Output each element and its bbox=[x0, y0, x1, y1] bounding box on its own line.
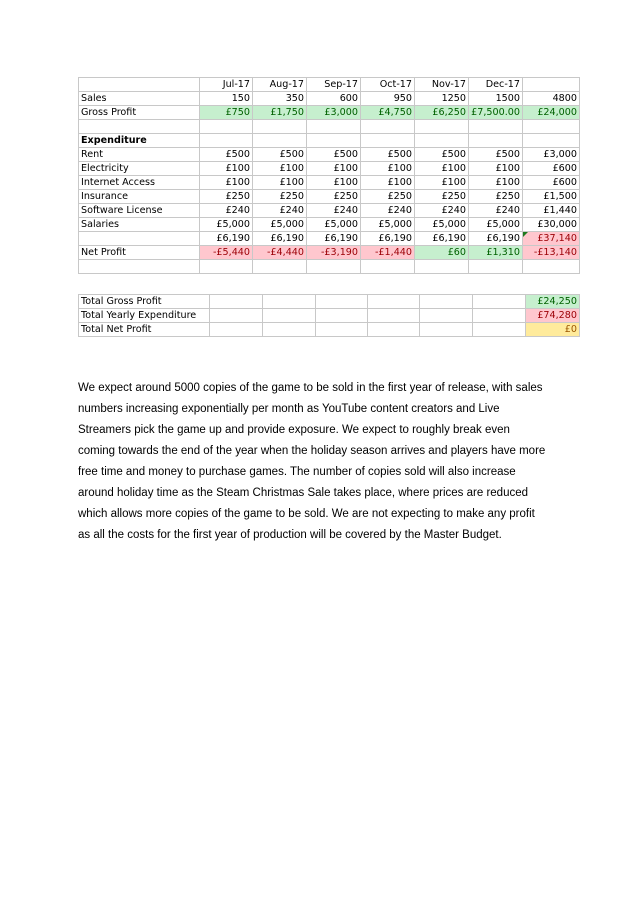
budget-table bbox=[78, 77, 580, 274]
row-label: Gross Profit bbox=[79, 106, 200, 120]
month-value: £250 bbox=[361, 190, 415, 204]
month-header: Jul-17 bbox=[200, 78, 253, 92]
month-value: £6,190 bbox=[415, 232, 469, 246]
row-total-value: £1,500 bbox=[543, 191, 577, 202]
month-value: £500 bbox=[200, 148, 253, 162]
row-total-value: £24,000 bbox=[537, 107, 577, 118]
month-value: £100 bbox=[469, 162, 523, 176]
month-header: Sep-17 bbox=[307, 78, 361, 92]
summary-row-gross-profit bbox=[79, 295, 580, 309]
row-total-value: £600 bbox=[552, 177, 577, 188]
month-value: 1250 bbox=[415, 92, 469, 106]
month-value: 150 bbox=[200, 92, 253, 106]
row-total-value: £30,000 bbox=[537, 219, 577, 230]
row-total-value: £600 bbox=[552, 163, 577, 174]
month-value: £250 bbox=[415, 190, 469, 204]
month-value: £500 bbox=[415, 148, 469, 162]
month-value: £3,000 bbox=[307, 106, 361, 120]
paragraph-line: as all the costs for the first year of production will be covered by the Master Budget. bbox=[78, 529, 502, 541]
month-value: £500 bbox=[253, 148, 307, 162]
row-total-value: £3,000 bbox=[543, 149, 577, 160]
row-total bbox=[523, 232, 580, 246]
internet-access-row bbox=[79, 176, 580, 190]
header-corner bbox=[79, 78, 200, 92]
month-value: £500 bbox=[469, 148, 523, 162]
month-value: £250 bbox=[307, 190, 361, 204]
paragraph-line: coming towards the end of the year when the holiday season arrives and players have more bbox=[78, 445, 546, 457]
electricity-row bbox=[79, 162, 580, 176]
month-value: £100 bbox=[253, 176, 307, 190]
summary-table bbox=[78, 294, 580, 337]
month-value: -£4,440 bbox=[253, 246, 307, 260]
blank-row bbox=[79, 120, 580, 134]
summary-value: £24,250 bbox=[526, 295, 580, 309]
comment-indicator-icon bbox=[523, 232, 528, 237]
row-total bbox=[523, 218, 580, 232]
row-total bbox=[523, 106, 580, 120]
row-total bbox=[523, 162, 580, 176]
month-value: £240 bbox=[361, 204, 415, 218]
expenditure-total-row bbox=[79, 232, 580, 246]
row-total bbox=[523, 92, 580, 106]
rent-row bbox=[79, 148, 580, 162]
row-label: Salaries bbox=[79, 218, 200, 232]
row-label bbox=[79, 232, 200, 246]
net-profit-row bbox=[79, 246, 580, 260]
month-value: £750 bbox=[200, 106, 253, 120]
row-total bbox=[523, 176, 580, 190]
summary-row-yearly-expenditure bbox=[79, 309, 580, 323]
month-value: £500 bbox=[361, 148, 415, 162]
month-value: 950 bbox=[361, 92, 415, 106]
month-value: £250 bbox=[200, 190, 253, 204]
insurance-row bbox=[79, 190, 580, 204]
month-value: £1,750 bbox=[253, 106, 307, 120]
month-value: £240 bbox=[415, 204, 469, 218]
row-label: Electricity bbox=[79, 162, 200, 176]
row-label: Internet Access bbox=[79, 176, 200, 190]
month-value: £4,750 bbox=[361, 106, 415, 120]
total-header bbox=[523, 78, 580, 92]
month-value: 600 bbox=[307, 92, 361, 106]
month-value: £6,190 bbox=[253, 232, 307, 246]
month-value: £60 bbox=[415, 246, 469, 260]
month-value: £250 bbox=[253, 190, 307, 204]
month-value: £240 bbox=[253, 204, 307, 218]
month-value: £6,190 bbox=[200, 232, 253, 246]
month-value: £240 bbox=[469, 204, 523, 218]
summary-label: Total Net Profit bbox=[79, 323, 210, 337]
month-value: -£5,440 bbox=[200, 246, 253, 260]
row-label: Rent bbox=[79, 148, 200, 162]
month-value: -£3,190 bbox=[307, 246, 361, 260]
row-total-value: £1,440 bbox=[543, 205, 577, 216]
month-value: -£1,440 bbox=[361, 246, 415, 260]
software-license-row bbox=[79, 204, 580, 218]
summary-value: £0 bbox=[526, 323, 580, 337]
row-total-value: -£13,140 bbox=[533, 247, 577, 258]
row-total-value: 4800 bbox=[552, 93, 577, 104]
month-value: £5,000 bbox=[469, 218, 523, 232]
header-row bbox=[79, 78, 580, 92]
row-total bbox=[523, 148, 580, 162]
month-value: £100 bbox=[361, 176, 415, 190]
blank-row bbox=[79, 260, 580, 274]
paragraph-line: around holiday time as the Steam Christmas Sale takes place, where prices are reduced bbox=[78, 487, 529, 499]
paragraph-line: free time and money to purchase games. The number of copies sold will also increase bbox=[78, 466, 516, 478]
row-label: Software License bbox=[79, 204, 200, 218]
paragraph-line: Streamers pick the game up and provide exposure. We expect to roughly break even bbox=[78, 424, 510, 436]
row-total bbox=[523, 246, 580, 260]
month-value: £6,190 bbox=[469, 232, 523, 246]
month-value: £250 bbox=[469, 190, 523, 204]
paragraph-line: We expect around 5000 copies of the game to be sold in the first year of release, with sales bbox=[78, 382, 543, 394]
month-value: £100 bbox=[200, 176, 253, 190]
month-value: £5,000 bbox=[307, 218, 361, 232]
month-header: Dec-17 bbox=[469, 78, 523, 92]
section-heading: Expenditure bbox=[79, 134, 200, 148]
month-value: £5,000 bbox=[361, 218, 415, 232]
month-value: £6,190 bbox=[361, 232, 415, 246]
month-value: £100 bbox=[307, 176, 361, 190]
month-value: £100 bbox=[361, 162, 415, 176]
explanation-paragraph bbox=[78, 378, 564, 546]
month-value: £100 bbox=[200, 162, 253, 176]
month-value: £5,000 bbox=[253, 218, 307, 232]
month-value: £240 bbox=[200, 204, 253, 218]
month-value: £100 bbox=[469, 176, 523, 190]
month-value: £500 bbox=[307, 148, 361, 162]
row-total bbox=[523, 190, 580, 204]
summary-label: Total Gross Profit bbox=[79, 295, 210, 309]
row-total-value: £37,140 bbox=[537, 233, 577, 244]
month-value: £100 bbox=[415, 176, 469, 190]
month-header: Oct-17 bbox=[361, 78, 415, 92]
month-value: £6,190 bbox=[307, 232, 361, 246]
month-header: Nov-17 bbox=[415, 78, 469, 92]
row-label: Sales bbox=[79, 92, 200, 106]
gross-profit-row bbox=[79, 106, 580, 120]
summary-label: Total Yearly Expenditure bbox=[79, 309, 210, 323]
month-value: £7,500.00 bbox=[469, 106, 523, 120]
row-label: Net Profit bbox=[79, 246, 200, 260]
month-value: £1,310 bbox=[469, 246, 523, 260]
paragraph-line: numbers increasing exponentially per month as YouTube content creators and Live bbox=[78, 403, 500, 415]
row-total bbox=[523, 204, 580, 218]
month-value: £5,000 bbox=[200, 218, 253, 232]
expenditure-heading-row bbox=[79, 134, 580, 148]
month-value: £6,250 bbox=[415, 106, 469, 120]
paragraph-line: which allows more copies of the game to be sold. We are not expecting to make any profit bbox=[78, 508, 535, 520]
sales-row bbox=[79, 92, 580, 106]
month-value: £5,000 bbox=[415, 218, 469, 232]
month-value: 350 bbox=[253, 92, 307, 106]
month-header: Aug-17 bbox=[253, 78, 307, 92]
salaries-row bbox=[79, 218, 580, 232]
month-value: £100 bbox=[253, 162, 307, 176]
month-value: £100 bbox=[307, 162, 361, 176]
month-value: £100 bbox=[415, 162, 469, 176]
row-label: Insurance bbox=[79, 190, 200, 204]
summary-value: £74,280 bbox=[526, 309, 580, 323]
month-value: £240 bbox=[307, 204, 361, 218]
month-value: 1500 bbox=[469, 92, 523, 106]
summary-row-net-profit bbox=[79, 323, 580, 337]
